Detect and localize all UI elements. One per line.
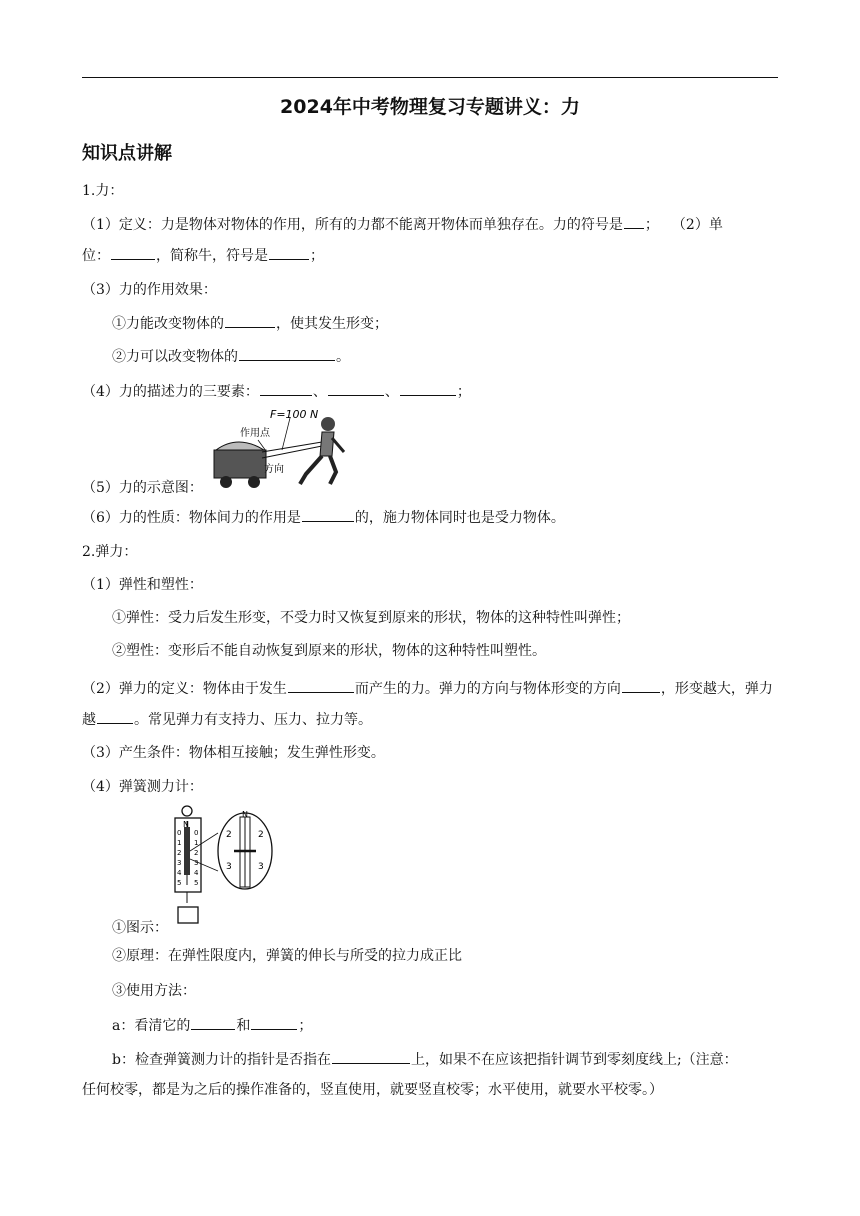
elastic-condition: （3）产生条件：物体相互接触；发生弹性形变。	[82, 745, 385, 761]
point-label: 作用点	[240, 428, 270, 439]
text: 上，如果不在应该把指针调节到零刻度线上;（注意：	[410, 1052, 738, 1068]
force-effect-2	[112, 346, 812, 367]
svg-text:4: 4	[194, 869, 199, 877]
blank-unit	[111, 245, 155, 260]
usage-step-a	[112, 1015, 812, 1036]
svg-text:0: 0	[177, 829, 182, 837]
blank-shape	[225, 313, 275, 328]
meter-usage: ③使用方法：	[112, 983, 196, 999]
blank-division	[251, 1015, 297, 1030]
ring-icon	[182, 806, 192, 816]
svg-text:1: 1	[194, 839, 199, 847]
force-heading: 1.力：	[82, 183, 124, 199]
meter-principle: ②原理：在弹性限度内，弹簧的伸长与所受的拉力成正比	[112, 948, 462, 964]
blank-motion	[239, 346, 335, 361]
text: ；	[298, 1018, 313, 1034]
svg-text:3: 3	[177, 859, 182, 867]
force-effect-1	[112, 313, 812, 334]
text: 。常见弹力有支持力、压力、拉力等。	[134, 712, 372, 728]
text: 弹力越	[82, 681, 773, 728]
force-elements	[82, 381, 782, 402]
plasticity-definition: ②塑性：变形后不能自动恢复到原来的形状，物体的这种特性叫塑性。	[112, 643, 546, 659]
direction-label: 方向	[264, 464, 284, 475]
text: ，简称牛，符号是	[156, 248, 268, 264]
text: 的，施力物体同时也是受力物体。	[354, 510, 565, 526]
force-effects: （3）力的作用效果：	[82, 282, 217, 298]
elastic-definition	[82, 674, 778, 736]
svg-text:1: 1	[177, 839, 182, 847]
text: 位：	[82, 248, 110, 264]
text: （2）弹力的定义：物体由于发生	[82, 681, 287, 697]
text: （1）定义：力是物体对物体的作用，所有的力都不能离开物体而单独存在。力的符号是	[82, 217, 623, 233]
blank-mutual	[302, 507, 354, 522]
blank-element-3	[400, 381, 456, 396]
text: 。	[336, 349, 350, 365]
text: a：看清它的	[112, 1018, 191, 1034]
svg-text:5: 5	[194, 879, 199, 887]
text: （4）力的描述力的三要素：	[82, 384, 259, 400]
load-icon	[216, 442, 264, 450]
svg-text:2: 2	[194, 849, 199, 857]
force-pointer	[282, 418, 290, 450]
text: 而产生的力。弹力的方向与物体形变的方向	[354, 681, 621, 697]
force-property	[82, 507, 782, 528]
text: 、	[312, 384, 327, 400]
text: ，形变越大，	[660, 681, 745, 697]
elastic-heading: 2.弹力：	[82, 544, 138, 560]
blank-element-2	[328, 381, 384, 396]
force-definition	[82, 214, 782, 235]
usage-step-b	[112, 1049, 812, 1070]
spring-meter-figure	[170, 803, 280, 933]
rope-line	[262, 446, 322, 458]
usage-note: 任何校零，都是为之后的操作准备的，竖直使用，就要竖直校零；水平使用，就要水平校零。）	[82, 1082, 663, 1098]
text: 和	[236, 1018, 251, 1034]
force-label: F=100 N	[270, 408, 319, 421]
boy-icon	[300, 417, 344, 484]
text: ；	[644, 217, 659, 233]
figure-label: ①图示：	[112, 920, 168, 936]
section-heading: 知识点讲解	[82, 143, 172, 164]
blank-range	[191, 1015, 235, 1030]
text: ②力可以改变物体的	[112, 349, 238, 365]
text: ；	[310, 248, 324, 264]
svg-text:4: 4	[177, 869, 182, 877]
blank-deformation	[288, 678, 354, 693]
svg-text:0: 0	[194, 829, 199, 837]
force-unit	[82, 245, 782, 266]
spring-icon	[184, 827, 190, 875]
blank-direction	[622, 678, 660, 693]
cart-icon	[214, 450, 266, 478]
text: （2）单	[671, 217, 723, 233]
elastic-plastic: （1）弹性和塑性：	[82, 577, 203, 593]
rope-line	[262, 442, 322, 452]
blank-element-1	[260, 381, 312, 396]
zoom-label: 2	[258, 830, 264, 840]
blank-symbol	[624, 214, 644, 229]
blank-magnitude	[97, 709, 133, 724]
text: ；	[456, 384, 471, 400]
zoom-label: 3	[258, 862, 264, 872]
page-title: 2024年中考物理复习专题讲义：力	[280, 96, 580, 118]
text: （6）力的性质：物体间力的作用是	[82, 510, 301, 526]
text: ①力能改变物体的	[112, 316, 224, 332]
header-rule	[82, 77, 778, 78]
unit-label: N	[183, 820, 189, 829]
text: b：检查弹簧测力计的指针是否指在	[112, 1052, 331, 1068]
zoom-label: 3	[226, 862, 232, 872]
spring-meter-heading: （4）弹簧测力计：	[82, 779, 203, 795]
zoom-label: 2	[226, 830, 232, 840]
elasticity-definition: ①弹性：受力后发生形变，不受力时又恢复到原来的形状，物体的这种特性叫弹性；	[112, 610, 630, 626]
force-diagram-label: （5）力的示意图：	[82, 480, 203, 496]
svg-text:5: 5	[177, 879, 182, 887]
text: ，使其发生形变；	[276, 316, 388, 332]
blank-zero-line	[332, 1049, 410, 1064]
blank-unit-symbol	[269, 245, 309, 260]
text: 、	[384, 384, 399, 400]
svg-text:3: 3	[194, 859, 199, 867]
zoom-unit: N	[242, 810, 248, 819]
svg-text:2: 2	[177, 849, 182, 857]
